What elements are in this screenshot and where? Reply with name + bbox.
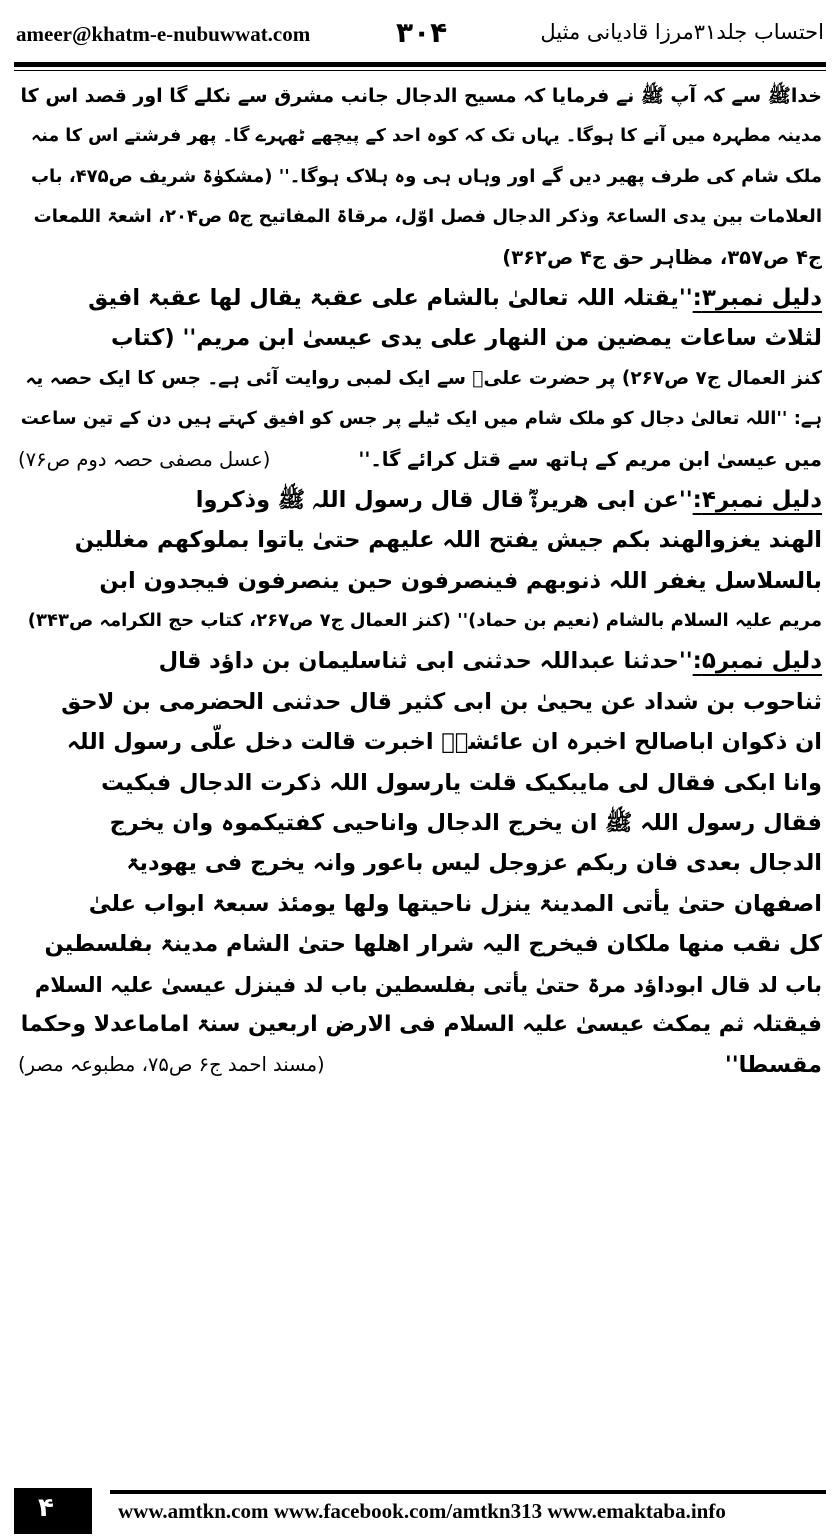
- text-span: مقسطا'': [724, 1052, 822, 1079]
- footer-number-box: ۴: [14, 1488, 92, 1534]
- text-line: فیقتلہ ثم یمکث عیسیٰ علیہ السلام فی الارض اربعین سنۃ اماماعدلا وحکما: [20, 1011, 822, 1037]
- page-body: [18, 76, 822, 1476]
- page-footer: [14, 1488, 826, 1534]
- text-line: ہے: ''اللہ تعالیٰ دجال کو ملک شام میں ایک ٹیلے پر جس کو افیق کہتے ہیں دن کے تین ساعت: [20, 408, 822, 430]
- header-book-title: احتساب جلد۳۱مرزا قادیانی مثیل: [540, 20, 824, 44]
- footer-rule: [110, 1490, 826, 1494]
- text-line: اصفھان حتیٰ یأتی المدینۃ ینزل ناحیتھا ولھا یومئذ سبعۃ ابواب علیٰ: [88, 890, 822, 917]
- dalil-3-last-line: [18, 440, 822, 480]
- dalil-5-label: دلیل نمبر۵:: [692, 648, 822, 675]
- header-page-number: ۳۰۴: [396, 16, 448, 49]
- header-rule-thin: [14, 70, 826, 71]
- citation: (عسل مصفی حصہ دوم ص۷۶): [18, 447, 271, 471]
- text-line: ان ذکوان اباصالح اخبرہ ان عائشۃؓ اخبرت قالت دخل علّی رسول اللہ: [66, 729, 822, 756]
- dalil-5-line-1: [18, 641, 822, 681]
- header-rule-thick: [14, 62, 826, 67]
- text-line: وانا ابکی فقال لی مایبکیک قلت یارسول اللہ ذکرت الدجال فبکیت: [101, 769, 822, 796]
- text-line: ج۴ ص۳۵۷، مظاہر حق ج۴ ص۳۶۲): [502, 245, 822, 269]
- dalil-3-arabic: ''یقتلہ اللہ تعالیٰ بالشام علی عقبۃ یقال لھا عقبۃ افیق: [88, 284, 693, 311]
- text-line: ثناحوب بن شداد عن یحییٰ بن ابی کثیر قال حدثنی الحضرمی بن لاحق: [61, 688, 822, 715]
- dalil-5-last-line: [18, 1045, 822, 1085]
- text-line: الدجال بعدی فان ربکم عزوجل لیس باعور وانہ یخرج فی یھودیۃ: [126, 850, 822, 877]
- dalil-4-line-1: [18, 480, 822, 520]
- text-line: بالسلاسل یغفر اللہ ذنوبھم فینصرفون حین ینصرفون فیجدون ابن: [99, 567, 822, 594]
- dalil-4-arabic: ''عن ابی ھریرۃؓ قال قال رسول اللہ ﷺ وذکروا: [195, 486, 693, 513]
- text-line: کل نقب منھا ملکان فیخرج الیہ شرار اھلھا حتیٰ الشام مدینۃ بفلسطین: [44, 931, 822, 958]
- footer-links: www.amtkn.com www.facebook.com/amtkn313 www.emaktaba.info: [118, 1499, 726, 1523]
- text-span: میں عیسیٰ ابن مریم کے ہاتھ سے قتل کرائے گا۔'': [358, 447, 822, 471]
- citation: (مسند احمد ج۶ ص۷۵، مطبوعہ مصر): [18, 1053, 325, 1077]
- text-line: لثلاث ساعات یمضین من النھار علی یدی عیسیٰ ابن مریم'' (کتاب: [111, 325, 822, 352]
- text-line: مدینہ مطہرہ میں آنے کا ہوگا۔ یہاں تک کہ کوہ احد کے پیچھے ٹھہرے گا۔ پھر فرشتے اس کا منہ: [30, 126, 822, 147]
- text-line: فقال رسول اللہ ﷺ ان یخرج الدجال واناحیی کفتیکموہ وان یخرج: [109, 810, 822, 837]
- text-line: ملک شام کی طرف پھیر دیں گے اور وہاں ہی وہ ہلاک ہوگا۔'' (مشکوٰۃ شریف ص۴۷۵، باب: [30, 165, 822, 187]
- text-line: مریم علیہ السلام بالشام (نعیم بن حماد)'' (کنز العمال ج۷ ص۲۶۷، کتاب حج الکرامہ ص۳۴۳): [27, 610, 822, 632]
- text-line: الھند یغزوالھند بکم جیش یفتح اللہ علیھم حتیٰ یاتوا بملوکھم مغللین: [74, 527, 822, 554]
- dalil-5-arabic: ''حدثنا عبداللہ حدثنی ابی ثناسلیمان بن داؤد قال: [158, 648, 693, 675]
- dalil-4-label: دلیل نمبر۴:: [692, 486, 822, 513]
- text-line: باب لد قال ابوداؤد مرۃ حتیٰ یأتی بفلسطین باب لد فینزل عیسیٰ علیہ السلام: [34, 972, 822, 997]
- page-header: [16, 18, 824, 54]
- dalil-3-line-1: [18, 278, 822, 318]
- text-line: خداﷺ سے کہ آپ ﷺ نے فرمایا کہ مسیح الدجال جانب مشرق سے نکلے گا اور قصد اس کا: [20, 85, 822, 107]
- text-line: کنز العمال ج۷ ص۲۶۷) پر حضرت علیؓ سے ایک لمبی روایت آئی ہے۔ جس کا ایک حصہ یہ: [25, 367, 822, 389]
- dalil-3-label: دلیل نمبر۳:: [692, 284, 822, 311]
- header-email: ameer@khatm-e-nubuwwat.com: [16, 22, 311, 46]
- text-line: العلامات بین یدی الساعۃ وذکر الدجال فصل اوّل، مرقاۃ المفاتیح ج۵ ص۲۰۴، اشعۃ اللمعات: [33, 206, 822, 228]
